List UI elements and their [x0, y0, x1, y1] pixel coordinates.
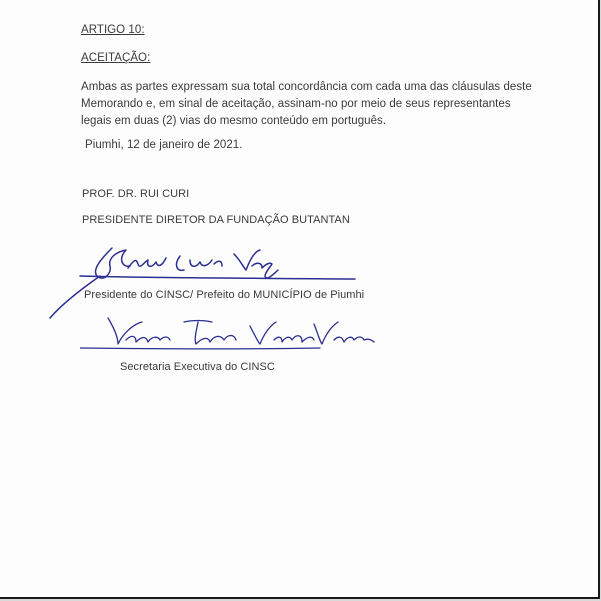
signatory2-role: Presidente do CINSC/ Prefeito do MUNICÍPIO de Piumhi: [84, 289, 365, 301]
article-heading: ARTIGO 10:: [81, 24, 145, 36]
body-line: Memorando e, em sinal de aceitação, assinam-no por meio de seus representantes: [81, 98, 511, 110]
body-line: Ambas as partes expressam sua total concordância com cada uma das cláusulas deste: [81, 81, 532, 93]
section-heading: ACEITAÇÃO:: [81, 52, 151, 64]
body-paragraph: [81, 79, 551, 130]
signatory1-name: PROF. DR. RUI CURI: [82, 188, 190, 200]
signatory1-role: PRESIDENTE DIRETOR DA FUNDAÇÃO BUTANTAN: [82, 214, 350, 226]
signatory3-role: Secretaria Executiva do CINSC: [120, 361, 275, 373]
body-line: legais em duas (2) vias do mesmo conteúdo em português.: [81, 115, 387, 127]
place-date: Piumhi, 12 de janeiro de 2021.: [85, 139, 243, 151]
signature-paulo-cezar-vaz: [40, 238, 370, 323]
signature-vanessa-vieira-vianna: [80, 312, 380, 357]
